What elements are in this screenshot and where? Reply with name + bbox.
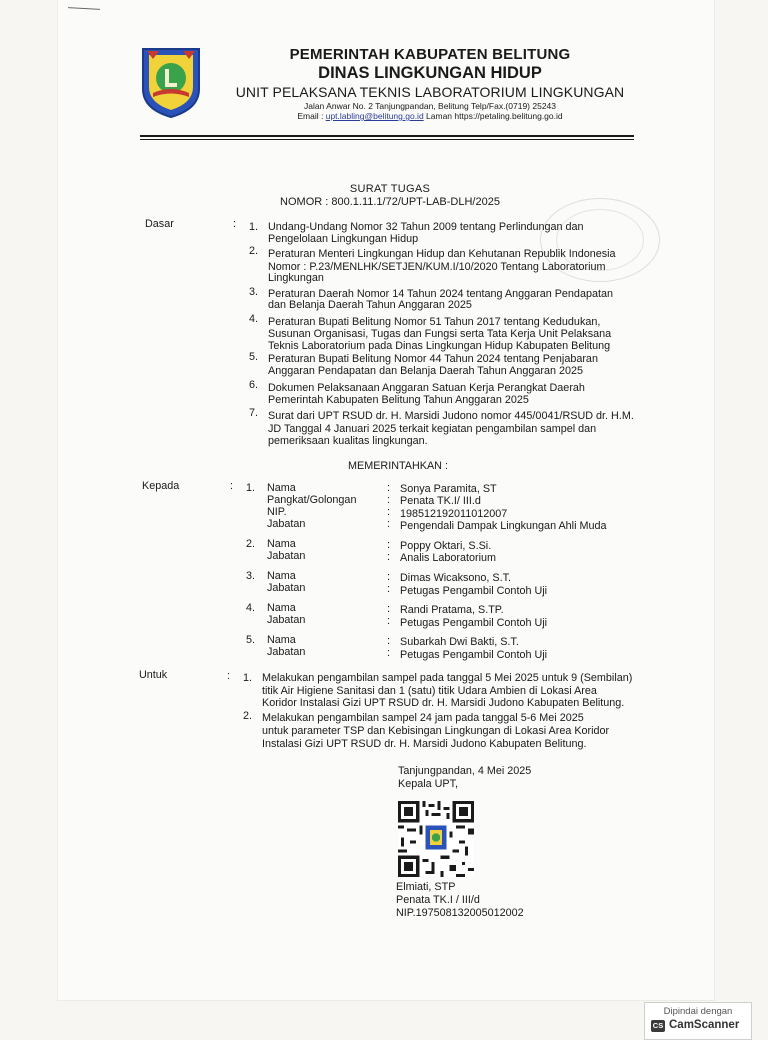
untuk-colon: : — [227, 670, 230, 682]
untuk-label: Untuk — [139, 669, 168, 681]
person3-label-jabatan: Jabatan — [267, 582, 306, 594]
person3-value-jabatan: Petugas Pengambil Contoh Uji — [400, 585, 548, 597]
dasar-text-7c: pemeriksaan kualitas lingkungan. — [268, 435, 428, 447]
person-num-4: 4. — [246, 602, 256, 614]
person2-label-jabatan: Jabatan — [267, 550, 306, 562]
dasar-num-6: 6. — [249, 379, 259, 391]
person5-value-nama: Subarkah Dwi Bakti, S.T. — [400, 636, 519, 648]
agency-name: DINAS LINGKUNGAN HIDUP — [318, 64, 542, 82]
dasar-text-6a: Dokumen Pelaksanaan Anggaran Satuan Kerja Perangkat Daerah — [268, 382, 585, 394]
person2-value-jabatan: Analis Laboratorium — [400, 552, 497, 564]
dasar-num-4: 4. — [249, 313, 259, 325]
dasar-text-5a: Peraturan Bupati Belitung Nomor 44 Tahun 2024 tentang Penjabaran — [268, 353, 598, 365]
dasar-text-7b: JD Tanggal 4 Januari 2025 terkait kegiatan pengambilan sampel dan — [268, 423, 597, 435]
person2-label-nama: Nama — [267, 538, 296, 550]
email-label: Email : — [297, 111, 324, 121]
person1-value-jabatan: Pengendali Dampak Lingkungan Ahli Muda — [400, 520, 607, 532]
colon: : — [387, 506, 390, 518]
dasar-text-5b: Anggaran Pendapatan dan Belanja Daerah Tahun Anggaran 2025 — [268, 365, 583, 377]
person5-label-nama: Nama — [267, 634, 296, 646]
untuk-text-2b: untuk parameter TSP dan Kebisingan Lingkungan di Lokasi Area Koridor — [262, 725, 610, 737]
signer-position: Kepala UPT, — [398, 778, 459, 790]
person2-value-nama: Poppy Oktari, S.Si. — [400, 540, 492, 552]
letterhead — [210, 46, 650, 121]
belitung-regency-logo — [139, 45, 203, 119]
person1-value-nip: 198512192011012007 — [400, 508, 508, 520]
dasar-num-2: 2. — [249, 245, 259, 257]
signer-nip: NIP.197508132005012002 — [396, 907, 524, 919]
signer-name: Elmiati, STP — [396, 881, 456, 893]
dasar-text-1a: Undang-Undang Nomor 32 Tahun 2009 tentang Perlindungan dan — [268, 221, 584, 233]
person4-value-jabatan: Petugas Pengambil Contoh Uji — [400, 617, 548, 629]
untuk-num-2: 2. — [243, 710, 253, 722]
untuk-text-2c: Instalasi Gizi UPT RSUD dr. H. Marsidi Judono Kabupaten Belitung. — [262, 738, 587, 750]
person1-label-nip: NIP. — [267, 506, 287, 518]
kepada-colon: : — [230, 480, 233, 492]
person3-label-nama: Nama — [267, 570, 296, 582]
header-divider-thin — [140, 139, 634, 140]
letter-title: SURAT TUGAS — [349, 183, 431, 195]
place-date: Tanjungpandan, 4 Mei 2025 — [398, 765, 532, 777]
kepada-label: Kepada — [142, 480, 180, 492]
untuk-text-1b: titik Air Higiene Sanitasi dan 1 (satu) titik Udara Ambien di Lokasi Area — [262, 685, 597, 697]
person-num-2: 2. — [246, 538, 256, 550]
colon: : — [387, 482, 390, 494]
memerintahkan-heading: MEMERINTAHKAN : — [348, 460, 448, 472]
dasar-num-1: 1. — [249, 221, 259, 233]
government-name: PEMERINTAH KABUPATEN BELITUNG — [289, 46, 571, 63]
document-page — [58, 0, 714, 1000]
person5-label-jabatan: Jabatan — [267, 646, 306, 658]
dasar-num-7: 7. — [249, 407, 259, 419]
website: Laman https://petaling.belitung.go.id — [426, 111, 563, 121]
dasar-colon: : — [233, 218, 236, 230]
person1-value-nama: Sonya Paramita, ST — [400, 483, 497, 495]
person5-value-jabatan: Petugas Pengambil Contoh Uji — [400, 649, 548, 661]
person4-label-nama: Nama — [267, 602, 296, 614]
person1-label-pangkat: Pangkat/Golongan — [267, 494, 357, 506]
colon: : — [387, 494, 390, 506]
unit-name: UNIT PELAKSANA TEKNIS LABORATORIUM LINGKUNGAN — [235, 84, 625, 100]
person1-label-jabatan: Jabatan — [267, 518, 306, 530]
dasar-text-3a: Peraturan Daerah Nomor 14 Tahun 2024 tentang Anggaran Pendapatan — [268, 288, 613, 300]
dasar-text-4c: Teknis Laboratorium pada Dinas Lingkungan Hidup Kabupaten Belitung — [268, 340, 611, 352]
watermark-brand: CamScanner — [669, 1019, 740, 1031]
dasar-text-2c: Lingkungan — [268, 272, 324, 284]
header-divider — [140, 135, 634, 137]
person1-value-pangkat: Penata TK.I/ III.d — [400, 495, 481, 507]
untuk-text-2a: Melakukan pengambilan sampel 24 jam pada tanggal 5-6 Mei 2025 — [262, 712, 584, 724]
camscanner-watermark — [644, 1002, 752, 1040]
dasar-text-2a: Peraturan Menteri Lingkungan Hidup dan Kehutanan Republik Indonesia — [268, 248, 616, 260]
dasar-label: Dasar — [145, 218, 174, 230]
colon: : — [387, 647, 390, 659]
watermark-caption: Dipindai dengan — [663, 1006, 733, 1017]
person4-label-jabatan: Jabatan — [267, 614, 306, 626]
untuk-num-1: 1. — [243, 672, 253, 684]
dasar-text-3b: dan Belanja Daerah Tahun Anggaran 2025 — [268, 299, 472, 311]
signature-qr-code — [398, 801, 474, 877]
untuk-text-1c: Koridor Instalasi Gizi UPT RSUD dr. H. Marsidi Judono Kabupaten Belitung. — [262, 697, 625, 709]
person4-value-nama: Randi Pratama, S.TP. — [400, 604, 504, 616]
colon: : — [387, 539, 390, 551]
person-num-3: 3. — [246, 570, 256, 582]
dasar-num-5: 5. — [249, 351, 259, 363]
person3-value-nama: Dimas Wicaksono, S.T. — [400, 572, 511, 584]
colon: : — [387, 635, 390, 647]
colon: : — [387, 583, 390, 595]
camscanner-icon: CS — [652, 1021, 664, 1030]
dasar-text-2b: Nomor : P.23/MENLHK/SETJEN/KUM.I/10/2020 Tentang Laboratorium — [268, 261, 606, 273]
email-link[interactable]: upt.labling@belitung.go.id — [325, 111, 424, 121]
person-num-5: 5. — [246, 634, 256, 646]
contact-line — [210, 111, 650, 121]
colon: : — [387, 615, 390, 627]
dasar-num-3: 3. — [249, 286, 259, 298]
colon: : — [387, 571, 390, 583]
dasar-text-1b: Pengelolaan Lingkungan Hidup — [268, 233, 419, 245]
signer-rank: Penata TK.I / III/d — [396, 894, 480, 906]
person-num-1: 1. — [246, 482, 256, 494]
dasar-text-6b: Pemerintah Kabupaten Belitung Tahun Anggaran 2025 — [268, 394, 529, 406]
dasar-text-4b: Susunan Organisasi, Tugas dan Fungsi serta Tata Kerja Unit Pelaksana — [268, 328, 612, 340]
colon: : — [387, 603, 390, 615]
letter-number: NOMOR : 800.1.11.1/72/UPT-LAB-DLH/2025 — [280, 196, 500, 208]
dasar-text-4a: Peraturan Bupati Belitung Nomor 51 Tahun 2017 tentang Kedudukan, — [268, 316, 601, 328]
untuk-text-1a: Melakukan pengambilan sampel pada tanggal 5 Mei 2025 untuk 9 (Sembilan) — [262, 672, 633, 684]
colon: : — [387, 518, 390, 530]
person1-label-nama: Nama — [267, 482, 296, 494]
colon: : — [387, 551, 390, 563]
dasar-text-7a: Surat dari UPT RSUD dr. H. Marsidi Judono nomor 445/0041/RSUD dr. H.M. — [268, 410, 634, 422]
address: Jalan Anwar No. 2 Tanjungpandan, Belitung Telp/Fax.(0719) 25243 — [303, 101, 557, 111]
